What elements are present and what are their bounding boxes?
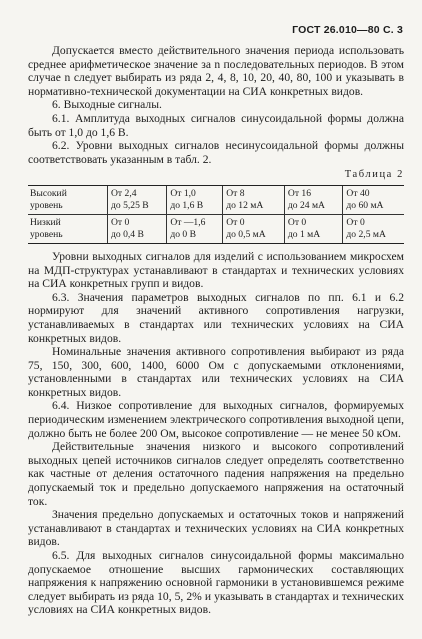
- paragraph: Номинальные значения активного сопротивления выбирают из ряда 75, 150, 300, 600, 1400, 6000 Ом с допускаемыми отклонениями, установленными в стандартах или технических условиях на СИА конкретных видов.: [28, 345, 404, 399]
- cell-from: От 0: [287, 216, 307, 228]
- row-label-line: уровень: [30, 199, 63, 211]
- row-label: [28, 185, 108, 214]
- table-cell: [343, 185, 404, 214]
- paragraph: 6.1. Амплитуда выходных сигналов синусоидальной формы должна быть от 1,0 до 1,6 В.: [28, 111, 404, 139]
- row-label: [28, 214, 108, 243]
- cell-to: до 60 мА: [346, 199, 384, 211]
- cell-from: От 0: [346, 216, 365, 228]
- cell-to: до 12 мА: [226, 199, 264, 211]
- paragraph: 6.5. Для выходных сигналов синусоидальной формы максимально допускаемое отношение высших гармонических составляющих напряжения к напряжению основной гармоники в установившемся режиме следует выбирать из ряда 10, 5, 2% и указывать в стандартах и технических условиях на СИА конкретных видов.: [28, 549, 404, 617]
- paragraph: 6.2. Уровни выходных сигналов несинусоидальной формы должны соответствовать указанным в табл. 2.: [28, 139, 404, 166]
- cell-from: От 8: [226, 187, 245, 199]
- table-cell: [108, 214, 167, 243]
- row-label-line: уровень: [30, 228, 63, 240]
- table-cell: [284, 185, 343, 214]
- cell-to: до 2,5 мА: [346, 228, 386, 240]
- cell-to: до 0 В: [170, 228, 196, 240]
- table-cell: [284, 214, 343, 243]
- paragraph: 6.3. Значения параметров выходных сигналов по пп. 6.1 и 6.2 нормируют для значений активного сопротивления нагрузки, устанавливаемых в стандартах или технических условиях на СИА конкретных видов.: [28, 290, 404, 345]
- cell-from: От 0: [111, 216, 130, 228]
- paragraph: Уровни выходных сигналов для изделий с использованием микросхем на МДП-структурах устанавливают в стандартах и технических условиях на СИА конкретных групп и видов.: [28, 249, 404, 291]
- table-cell: [343, 214, 404, 243]
- section-heading: 6. Выходные сигналы.: [52, 98, 162, 112]
- output-levels-table: [28, 185, 404, 244]
- paragraph: Допускается вместо действительного значения периода использовать среднее арифметическое значение за n последовательных периодов. В этом случае n следует выбирать из ряда 2, 4, 8, 10, 20, 40, 80, 100 и указывать в нормативно-технической документации на СИА конкретных видов.: [28, 44, 404, 98]
- cell-to: до 24 мА: [287, 199, 325, 211]
- table-cell: [167, 214, 223, 243]
- page-header: ГОСТ 26.010—80 С. 3: [292, 24, 403, 36]
- cell-to: до 1 мА: [287, 228, 321, 240]
- table-row: [28, 185, 404, 214]
- paragraph: Значения предельно допускаемых и остаточных токов и напряжений устанавливают в стандартах и технических условиях на СИА конкретных видов.: [28, 508, 404, 549]
- cell-to: до 0,4 В: [111, 228, 144, 240]
- cell-to: до 5,25 В: [111, 199, 149, 211]
- table-cell: [223, 185, 285, 214]
- table-cell: [167, 185, 223, 214]
- cell-from: От 16: [287, 187, 312, 199]
- cell-from: От 40: [346, 187, 370, 199]
- row-label-line: Низкий: [30, 216, 61, 228]
- paragraph: 6.4. Низкое сопротивление для выходных сигналов, формируемых периодическим изменением электрического сопротивления выходной цепи, должно быть не более 200 Ом, высокое сопротивление — не менее 50 кОм.: [28, 399, 404, 440]
- paragraph: Действительные значения низкого и высокого сопротивлений выходных цепей источников сигналов следует определять соответственно как частные от деления остаточного падения напряжения на предельно допускаемый ток и предельно допускаемого напряжения на остаточный ток.: [28, 440, 404, 508]
- cell-from: От 0: [226, 216, 245, 228]
- cell-from: От 2,4: [111, 187, 137, 199]
- cell-from: От —1,6: [170, 216, 206, 228]
- table-cell: [223, 214, 285, 243]
- row-label-line: Высокий: [30, 187, 67, 199]
- table-cell: [108, 185, 167, 214]
- cell-to: до 0,5 мА: [226, 228, 266, 240]
- document-body: [28, 44, 404, 617]
- table-caption: Таблица 2: [344, 169, 404, 181]
- cell-from: От 1,0: [170, 187, 196, 199]
- cell-to: до 1,6 В: [170, 199, 204, 211]
- table-row: [28, 214, 404, 243]
